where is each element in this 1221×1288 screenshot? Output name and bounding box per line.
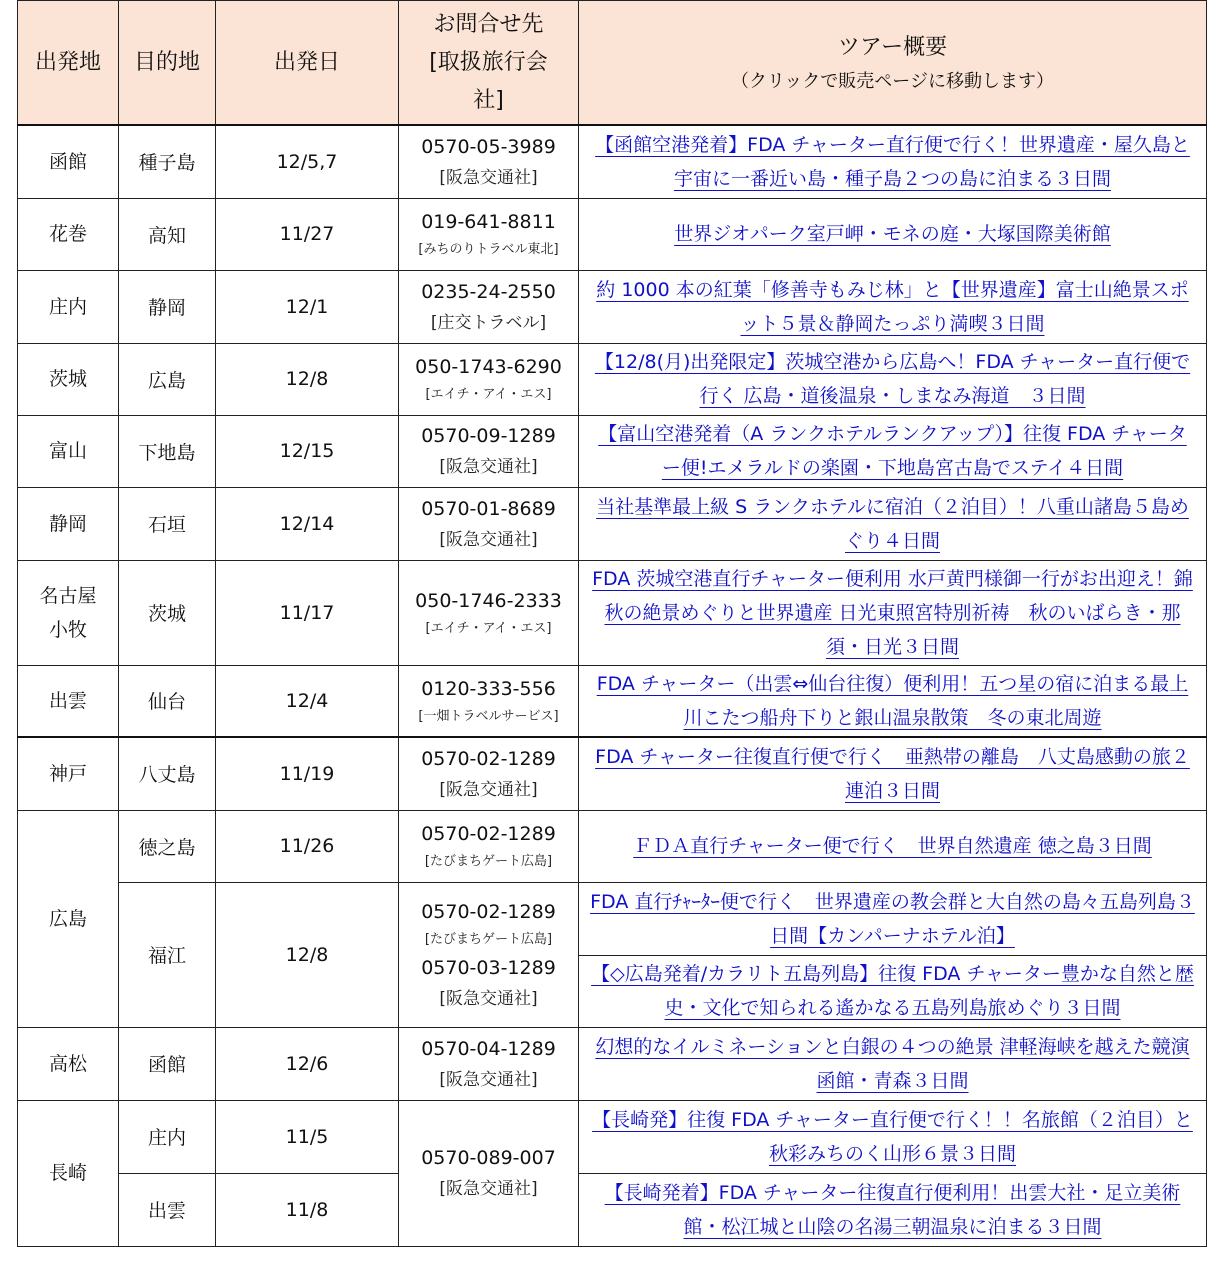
tour-link[interactable]: FDA チャーター（出雲⇔仙台往復）便利用！五つ星の宿に泊まる最上川こたつ船舟下りと銀山温泉散策 冬の東北周遊 — [596, 672, 1189, 729]
cell-destination: 広島 — [119, 343, 216, 415]
contact-company: [みちのりトラベル東北] — [418, 242, 559, 257]
cell-contact — [399, 1027, 579, 1100]
contact-company: [阪急交通社] — [439, 529, 538, 550]
contact-phone: 0120-333-556 — [421, 677, 556, 700]
cell-origin: 静岡 — [18, 487, 119, 560]
cell-destination: 高知 — [119, 198, 216, 270]
tour-link[interactable]: ＦＤＡ直行チャーター便で行く 世界自然遺産 徳之島３日間 — [633, 835, 1152, 857]
cell-origin: 庄内 — [18, 270, 119, 343]
cell-date: 12/8 — [216, 882, 399, 1027]
cell-tour — [579, 560, 1207, 665]
contact-company: [阪急交通社] — [439, 1179, 538, 1199]
cell-origin: 茨城 — [18, 343, 119, 415]
tour-link[interactable]: 約 1000 本の紅葉「修善寺もみじ林」と【世界遺産】富士山絶景スポット５景＆静岡たっぷり満喫３日間 — [596, 278, 1189, 335]
cell-date: 11/17 — [216, 560, 399, 665]
cell-destination: 仙台 — [119, 665, 216, 737]
cell-tour — [579, 415, 1207, 487]
cell-tour — [579, 955, 1207, 1027]
contact-company: [庄交トラベル] — [430, 312, 547, 333]
tour-link[interactable]: 【12/8(月)出発限定】茨城空港から広島へ！FDA チャーター直行便で行く 広島・道後温泉・しまなみ海道 ３日間 — [594, 351, 1191, 407]
cell-contact — [399, 198, 579, 270]
cell-destination: 石垣 — [119, 487, 216, 560]
contact-phone: 0570-02-1289 — [421, 747, 556, 770]
table-row — [18, 665, 1207, 737]
contact-company: [一畑トラベルサービス] — [418, 708, 559, 724]
contact-company: [たびまちゲート広島] — [424, 854, 553, 869]
contact-phone: 0570-04-1289 — [421, 1037, 556, 1060]
cell-contact — [399, 665, 579, 737]
contact-phone: 0235-24-2550 — [421, 280, 556, 303]
header-tour-title: ツアー概要 — [837, 34, 948, 60]
table-row — [18, 560, 1207, 665]
contact-company: [阪急交通社] — [439, 988, 538, 1009]
cell-origin: 神戸 — [18, 737, 119, 810]
table-row — [18, 270, 1207, 343]
tour-link[interactable]: 【富山空港発着（A ランクホテルランクアップ）】往復 FDA チャーター便!エメラルドの楽園・下地島宮古島でステイ４日間 — [598, 423, 1187, 479]
cell-date: 12/5,7 — [216, 125, 399, 198]
contact-company: [たびまちゲート広島] — [424, 931, 553, 947]
cell-contact — [399, 270, 579, 343]
cell-destination: 静岡 — [119, 270, 216, 343]
header-tour — [579, 1, 1207, 126]
contact-company: [エイチ・アイ・エス] — [425, 387, 552, 402]
contact-phone: 0570-05-3989 — [421, 135, 556, 158]
contact-phone: 0570-02-1289 — [421, 823, 556, 845]
cell-date: 12/4 — [216, 665, 399, 737]
contact-company: [阪急交通社] — [439, 779, 538, 800]
table-row — [18, 810, 1207, 882]
table-row — [18, 1173, 1207, 1246]
tour-link[interactable]: 【長崎発】往復 FDA チャーター直行便で行く！！名旅館（２泊目）と秋彩みちのく山形６景３日間 — [592, 1108, 1193, 1165]
cell-tour — [579, 343, 1207, 415]
table-row — [18, 343, 1207, 415]
cell-tour — [579, 125, 1207, 198]
cell-destination: 庄内 — [119, 1100, 216, 1173]
contact-phone: 0570-01-8689 — [421, 497, 556, 520]
cell-contact — [399, 343, 579, 415]
cell-tour — [579, 270, 1207, 343]
cell-contact — [399, 125, 579, 198]
cell-origin: 広島 — [18, 810, 119, 1027]
cell-tour — [579, 665, 1207, 737]
cell-contact — [399, 487, 579, 560]
table-row — [18, 1027, 1207, 1100]
cell-date: 12/15 — [216, 415, 399, 487]
tour-link[interactable]: 【函館空港発着】FDA チャーター直行便で行く！世界遺産・屋久島と宇宙に一番近い島・種子島２つの島に泊まる３日間 — [595, 133, 1190, 190]
header-date: 出発日 — [216, 1, 399, 126]
header-tour-note: （クリックで販売ページに移動します） — [731, 70, 1054, 92]
cell-origin: 長崎 — [18, 1100, 119, 1246]
tour-link[interactable]: 世界ジオパーク室戸岬・モネの庭・大塚国際美術館 — [674, 223, 1111, 245]
cell-tour — [579, 810, 1207, 882]
cell-contact — [399, 882, 579, 1027]
contact-phone: 019-641-8811 — [421, 211, 556, 233]
tour-link[interactable]: FDA 直行ﾁｬｰﾀｰ便で行く 世界遺産の教会群と大自然の島々五島列島３日間【カンパーナホテル泊】 — [590, 890, 1195, 947]
table-row — [18, 125, 1207, 198]
cell-destination: 徳之島 — [119, 810, 216, 882]
contact-company: [阪急交通社] — [439, 1069, 538, 1090]
cell-destination: 下地島 — [119, 415, 216, 487]
table-row — [18, 415, 1207, 487]
cell-date: 11/8 — [216, 1173, 399, 1246]
table-row — [18, 487, 1207, 560]
cell-contact — [399, 810, 579, 882]
header-contact: お問合せ先 [取扱旅行会 社] — [399, 1, 579, 126]
cell-origin: 富山 — [18, 415, 119, 487]
cell-destination: 福江 — [119, 882, 216, 1027]
cell-destination: 函館 — [119, 1027, 216, 1100]
cell-tour — [579, 1100, 1207, 1173]
contact-phone: 0570-03-1289 — [421, 956, 556, 979]
tour-link[interactable]: FDA チャーター往復直行便で行く 亜熱帯の離島 八丈島感動の旅２連泊３日間 — [595, 745, 1190, 802]
contact-phone: 0570-089-007 — [421, 1147, 556, 1169]
cell-contact — [399, 737, 579, 810]
cell-origin: 花巻 — [18, 198, 119, 270]
cell-destination: 茨城 — [119, 560, 216, 665]
cell-date: 11/26 — [216, 810, 399, 882]
table-row — [18, 198, 1207, 270]
cell-date: 12/1 — [216, 270, 399, 343]
header-destination: 目的地 — [119, 1, 216, 126]
cell-tour — [579, 882, 1207, 955]
cell-date: 12/6 — [216, 1027, 399, 1100]
tour-link[interactable]: 【◇広島発着/カラリト五島列島】往復 FDA チャーター豊かな自然と歴史・文化で知られる遙かなる五島列島旅めぐり３日間 — [591, 963, 1194, 1019]
cell-contact — [399, 415, 579, 487]
cell-destination: 出雲 — [119, 1173, 216, 1246]
cell-tour — [579, 737, 1207, 810]
tour-table — [17, 0, 1207, 1247]
contact-phone: 0570-09-1289 — [421, 425, 556, 447]
cell-origin: 高松 — [18, 1027, 119, 1100]
table-row — [18, 737, 1207, 810]
table-row — [18, 1100, 1207, 1173]
contact-phone: 050-1746-2333 — [415, 589, 562, 612]
table-row — [18, 882, 1207, 955]
cell-contact — [399, 560, 579, 665]
tour-link[interactable]: 当社基準最上級 S ランクホテルに宿泊（２泊目）！八重山諸島５島めぐり４日間 — [596, 495, 1189, 552]
cell-tour — [579, 198, 1207, 270]
cell-date: 11/19 — [216, 737, 399, 810]
cell-tour — [579, 1027, 1207, 1100]
contact-company: [エイチ・アイ・エス] — [425, 620, 552, 636]
cell-contact — [399, 1100, 579, 1246]
contact-company: [阪急交通社] — [439, 457, 538, 477]
cell-destination: 八丈島 — [119, 737, 216, 810]
cell-date: 11/5 — [216, 1100, 399, 1173]
cell-tour — [579, 487, 1207, 560]
contact-company: [阪急交通社] — [439, 167, 538, 188]
header-row — [18, 1, 1207, 126]
tour-link[interactable]: 幻想的なイルミネーションと白銀の４つの絶景 津軽海峡を越えた競演 函館・青森３日間 — [595, 1035, 1190, 1092]
cell-origin: 名古屋 小牧 — [18, 560, 119, 665]
header-origin: 出発地 — [18, 1, 119, 126]
cell-origin: 出雲 — [18, 665, 119, 737]
cell-destination: 種子島 — [119, 125, 216, 198]
cell-origin: 函館 — [18, 125, 119, 198]
contact-phone: 0570-02-1289 — [421, 900, 556, 923]
cell-tour — [579, 1173, 1207, 1246]
cell-date: 12/8 — [216, 343, 399, 415]
cell-date: 11/27 — [216, 198, 399, 270]
tour-link[interactable]: FDA 茨城空港直行チャーター便利用 水戸黄門様御一行がお出迎え！錦秋の絶景めぐりと世界遺産 日光東照宮特別祈祷 秋のいばらき・那須・日光３日間 — [592, 567, 1193, 658]
contact-phone: 050-1743-6290 — [415, 356, 562, 378]
cell-date: 12/14 — [216, 487, 399, 560]
tour-link[interactable]: 【長崎発着】FDA チャーター往復直行便利用！出雲大社・足立美術館・松江城と山陰の名湯三朝温泉に泊まる３日間 — [604, 1181, 1181, 1238]
